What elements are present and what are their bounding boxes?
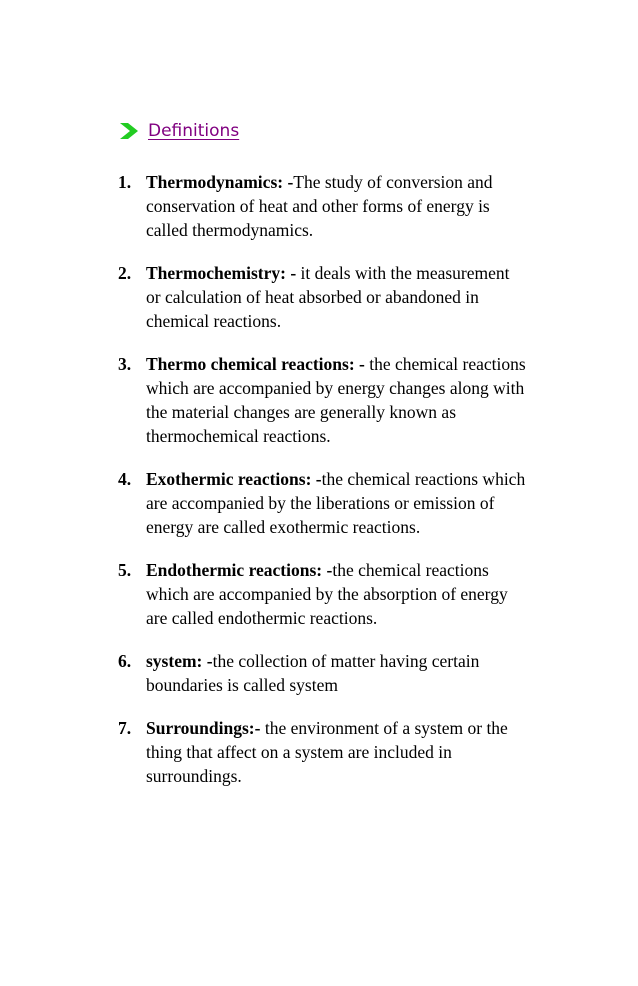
definition-body [146, 716, 528, 788]
definition-number: 1. [118, 172, 132, 192]
definition-text: the chemical reactions which are accompanied by the absorption of energy are called endothermic reactions. [146, 560, 508, 628]
definition-term: Exothermic reactions: - [146, 469, 322, 489]
definition-text: it deals with the measurement or calculation of heat absorbed or abandoned in chemical reactions. [146, 263, 510, 331]
definition-item [118, 716, 528, 788]
definition-item [118, 261, 528, 333]
definition-text: the chemical reactions which are accompanied by the liberations or emission of energy are called exothermic reactions. [146, 469, 526, 537]
definition-body [146, 261, 528, 333]
definition-term: Thermodynamics: - [146, 172, 294, 192]
definition-body [146, 352, 528, 448]
definition-number: 2. [118, 263, 132, 283]
definition-item [118, 352, 528, 448]
definition-body [146, 649, 528, 697]
definition-body [146, 558, 528, 630]
definition-text: the chemical reactions which are accompanied by energy changes along with the material changes are generally known as thermochemical reactions. [146, 354, 526, 446]
definition-body [146, 467, 528, 539]
definition-item [118, 170, 528, 242]
definitions-list [118, 170, 528, 807]
definition-item [118, 467, 528, 539]
section-heading [118, 118, 239, 144]
definition-term: Surroundings:- [146, 718, 261, 738]
definition-term: system: - [146, 651, 213, 671]
definition-item [118, 558, 528, 630]
definition-number: 4. [118, 469, 132, 489]
definition-term: Thermo chemical reactions: - [146, 354, 365, 374]
definition-term: Thermochemistry: - [146, 263, 297, 283]
definition-text: The study of conversion and conservation of heat and other forms of energy is called thermodynamics. [146, 172, 493, 240]
definition-term: Endothermic reactions: - [146, 560, 333, 580]
definition-number: 5. [118, 560, 132, 580]
heading-text: Definitions [148, 121, 240, 141]
definition-number: 6. [118, 651, 132, 671]
green-arrow-bullet-icon [118, 120, 140, 142]
definition-text: the environment of a system or the thing that affect on a system are included in surroundings. [146, 718, 508, 786]
definition-text: the collection of matter having certain boundaries is called system [146, 651, 480, 695]
definition-body [146, 170, 528, 242]
definition-item [118, 649, 528, 697]
definition-number: 7. [118, 718, 132, 738]
definition-number: 3. [118, 354, 132, 374]
